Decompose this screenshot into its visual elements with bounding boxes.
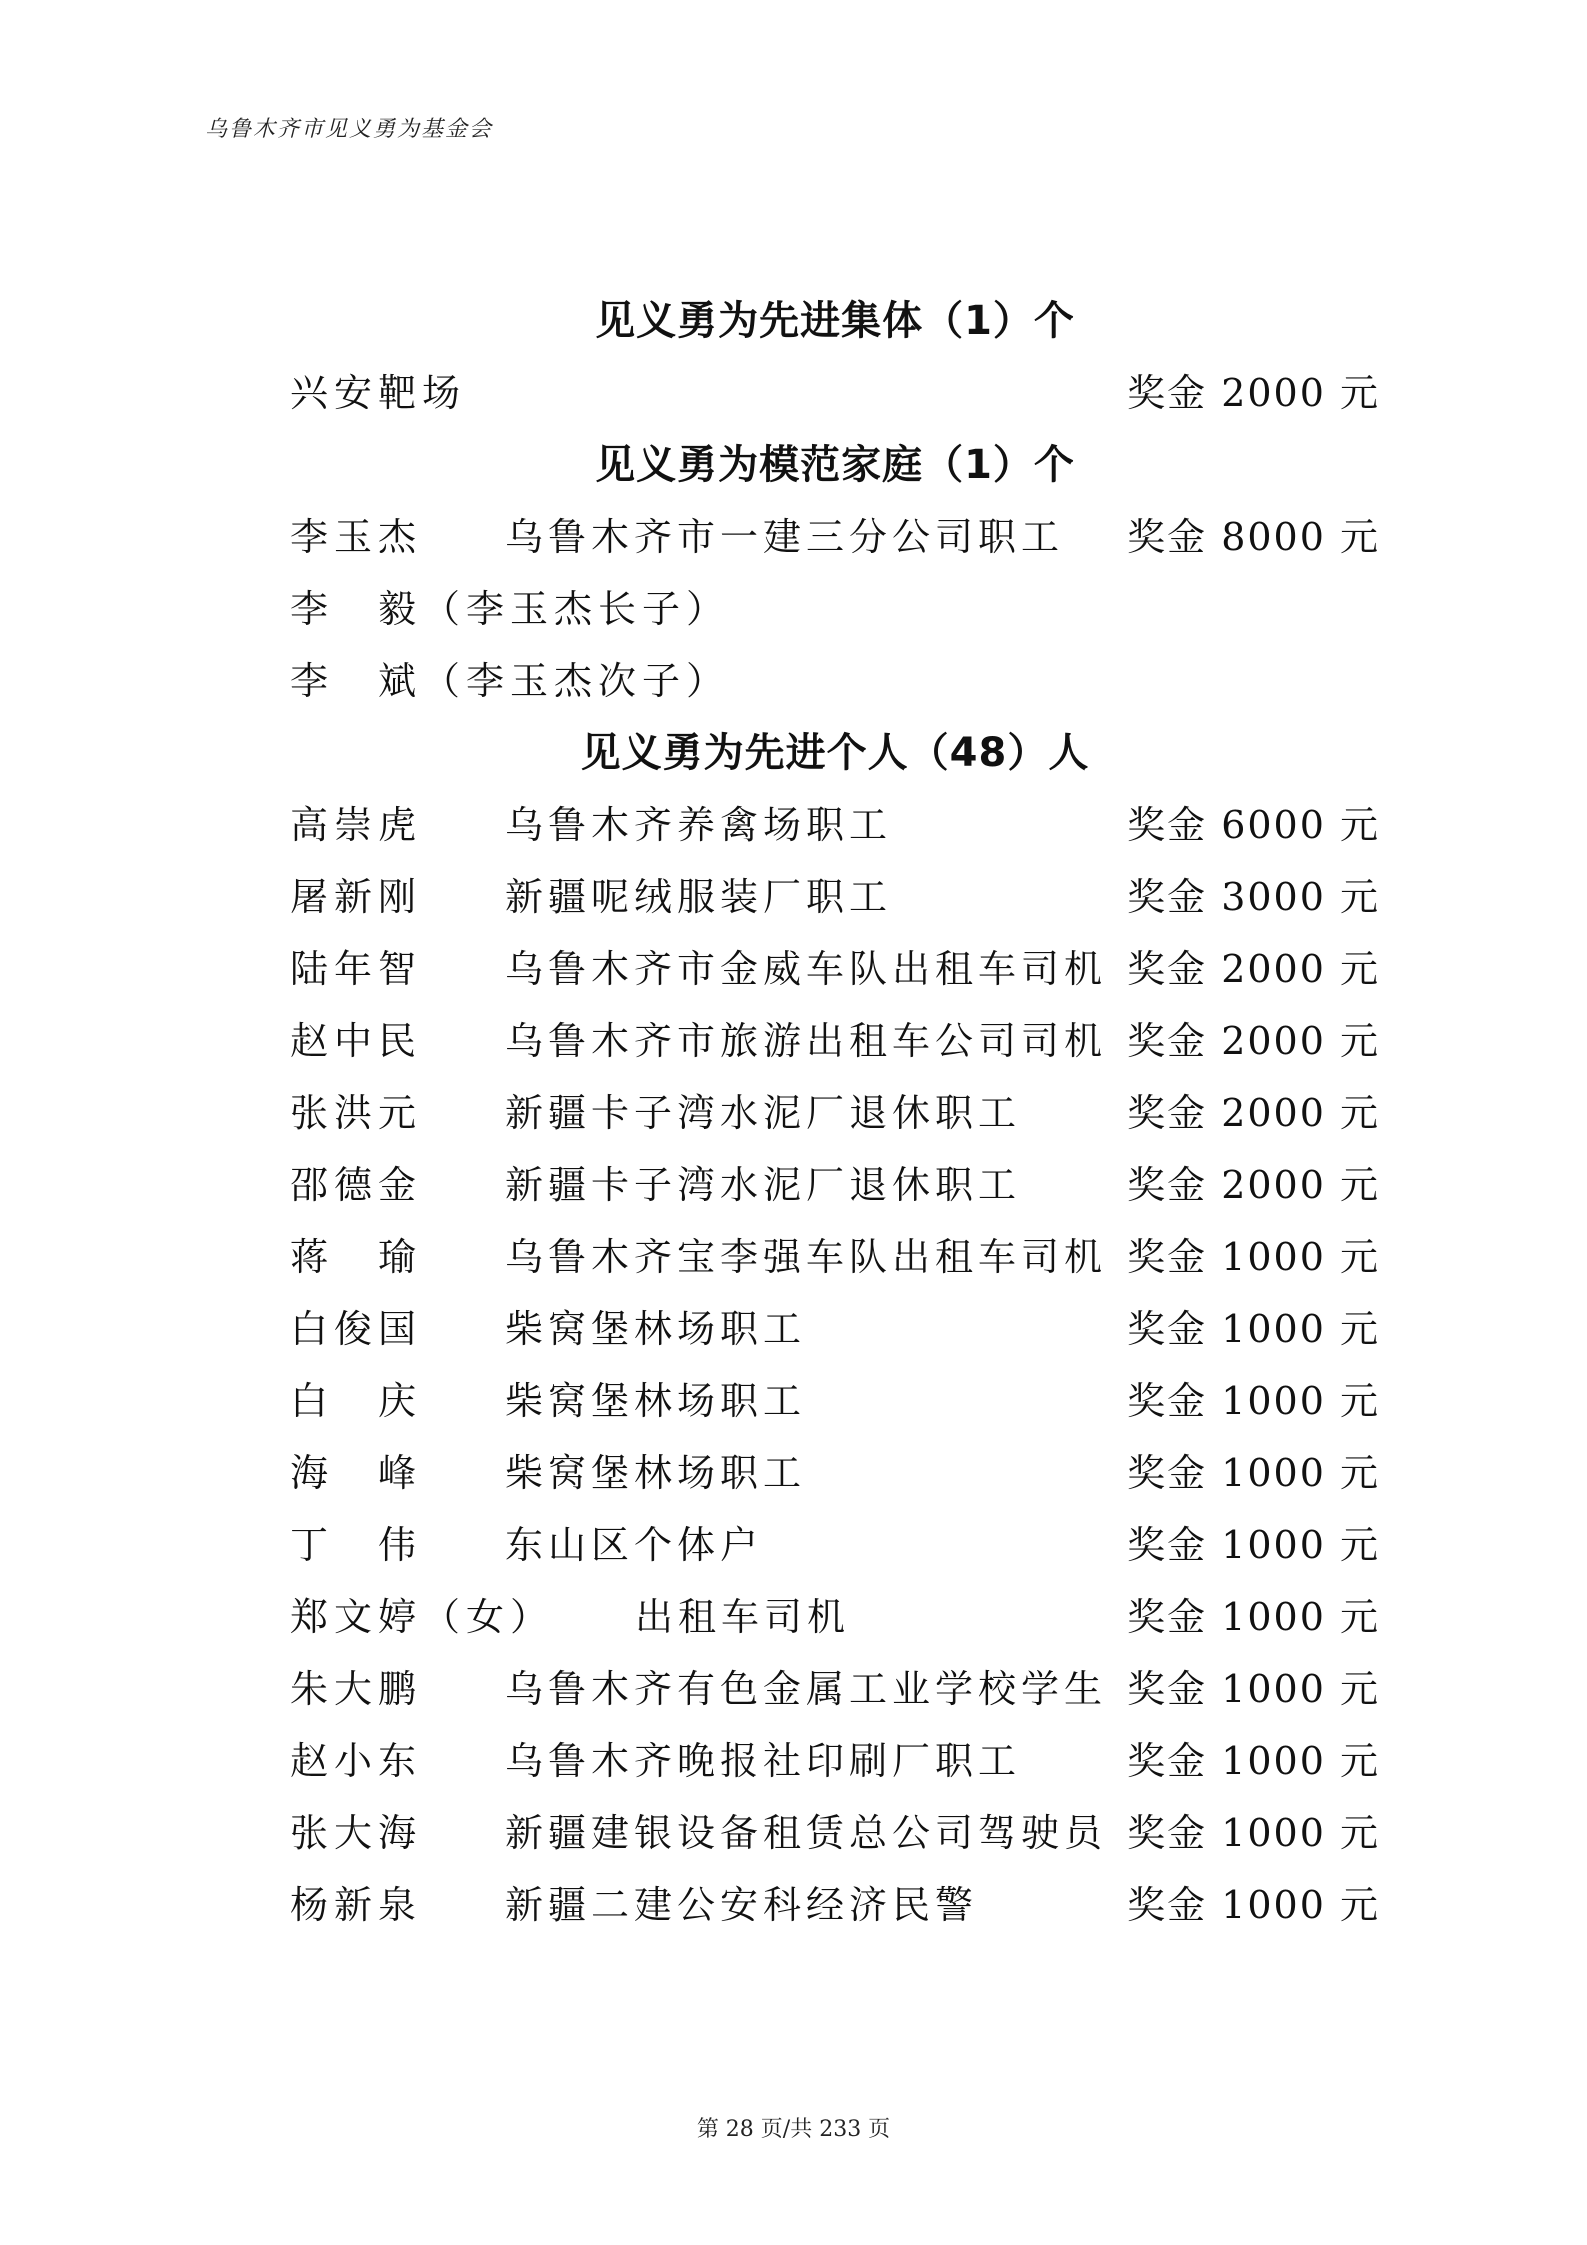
page-header: 乌鲁木齐市见义勇为基金会	[205, 117, 494, 142]
recipient-name: 兴安靶场	[290, 371, 467, 415]
award-amount: 奖金 1000 元	[1127, 1811, 1380, 1855]
recipient-org: 乌鲁木齐市一建三分公司职工	[505, 515, 1065, 559]
recipient-org: 柴窝堡林场职工	[505, 1307, 807, 1351]
recipient-name: 邵德金	[290, 1163, 423, 1207]
list-item	[290, 1797, 1380, 1869]
section-title-collective: 见义勇为先进集体（1）个	[595, 298, 1075, 344]
list-item	[290, 1725, 1380, 1797]
section-title-family: 见义勇为模范家庭（1）个	[595, 442, 1075, 488]
recipient-name: 张大海	[290, 1811, 423, 1855]
list-item	[290, 789, 1380, 861]
list-item	[290, 1149, 1380, 1221]
award-amount: 奖金 1000 元	[1127, 1595, 1380, 1639]
award-amount: 奖金 2000 元	[1127, 947, 1380, 991]
list-item	[290, 1293, 1380, 1365]
award-amount: 奖金 1000 元	[1127, 1235, 1380, 1279]
list-item	[290, 1653, 1380, 1725]
recipient-name: 白俊国	[290, 1307, 423, 1351]
list-item	[290, 357, 1380, 429]
recipient-name: 李 斌（李玉杰次子）	[290, 659, 731, 703]
list-item	[290, 1869, 1380, 1941]
recipient-name: 蒋 瑜	[290, 1235, 423, 1279]
recipient-name: 高崇虎	[290, 803, 423, 847]
recipient-org: 乌鲁木齐宝李强车队出租车司机	[505, 1235, 1108, 1279]
recipient-org: 乌鲁木齐市金威车队出租车司机	[505, 947, 1108, 991]
list-item	[290, 1077, 1380, 1149]
recipient-org: 乌鲁木齐市旅游出租车公司司机	[505, 1019, 1108, 1063]
page-number: 第 28 页/共 233 页	[696, 2117, 891, 2142]
award-list	[290, 285, 1380, 1941]
recipient-name: 杨新泉	[290, 1883, 423, 1927]
recipient-org: 新疆卡子湾水泥厂退休职工	[505, 1091, 1022, 1135]
recipient-name: 海 峰	[290, 1451, 423, 1495]
award-amount: 奖金 1000 元	[1127, 1883, 1380, 1927]
recipient-name: 屠新刚	[290, 875, 423, 919]
award-amount: 奖金 3000 元	[1127, 875, 1380, 919]
award-amount: 奖金 1000 元	[1127, 1451, 1380, 1495]
recipient-org: 柴窝堡林场职工	[505, 1451, 807, 1495]
recipient-org: 东山区个体户	[505, 1523, 764, 1567]
award-amount: 奖金 1000 元	[1127, 1667, 1380, 1711]
recipient-org: 新疆呢绒服装厂职工	[505, 875, 893, 919]
recipient-org: 乌鲁木齐养禽场职工	[505, 803, 893, 847]
award-amount: 奖金 6000 元	[1127, 803, 1380, 847]
list-item	[290, 861, 1380, 933]
list-item	[290, 573, 1380, 645]
award-amount: 奖金 1000 元	[1127, 1379, 1380, 1423]
recipient-name: 朱大鹏	[290, 1667, 423, 1711]
recipient-org: 乌鲁木齐有色金属工业学校学生	[505, 1667, 1108, 1711]
list-item	[290, 1365, 1380, 1437]
recipient-org: 乌鲁木齐晚报社印刷厂职工	[505, 1739, 1022, 1783]
recipient-org: 柴窝堡林场职工	[505, 1379, 807, 1423]
list-item	[290, 1005, 1380, 1077]
award-amount: 奖金 2000 元	[1127, 1019, 1380, 1063]
list-item	[290, 1509, 1380, 1581]
recipient-name: 张洪元	[290, 1091, 423, 1135]
award-amount: 奖金 2000 元	[1127, 1163, 1380, 1207]
recipient-org: 新疆卡子湾水泥厂退休职工	[505, 1163, 1022, 1207]
recipient-org: 新疆建银设备租赁总公司驾驶员	[505, 1811, 1108, 1855]
list-item	[290, 1221, 1380, 1293]
recipient-org: 新疆二建公安科经济民警	[505, 1883, 979, 1927]
award-amount: 奖金 8000 元	[1127, 515, 1380, 559]
recipient-name: 陆年智	[290, 947, 423, 991]
recipient-name: 赵中民	[290, 1019, 423, 1063]
award-amount: 奖金 1000 元	[1127, 1307, 1380, 1351]
award-amount: 奖金 1000 元	[1127, 1523, 1380, 1567]
recipient-org: 出租车司机	[635, 1595, 851, 1639]
section-title-individuals: 见义勇为先进个人（48）人	[580, 730, 1090, 776]
award-amount: 奖金 2000 元	[1127, 1091, 1380, 1135]
list-item	[290, 501, 1380, 573]
recipient-name: 郑文婷（女）	[290, 1595, 555, 1639]
list-item	[290, 1437, 1380, 1509]
award-amount: 奖金 2000 元	[1127, 371, 1380, 415]
list-item	[290, 645, 1380, 717]
recipient-name: 李 毅（李玉杰长子）	[290, 587, 731, 631]
recipient-name: 李玉杰	[290, 515, 423, 559]
recipient-name: 丁 伟	[290, 1523, 423, 1567]
list-item	[290, 933, 1380, 1005]
award-amount: 奖金 1000 元	[1127, 1739, 1380, 1783]
list-item	[290, 1581, 1380, 1653]
recipient-name: 白 庆	[290, 1379, 423, 1423]
recipient-name: 赵小东	[290, 1739, 423, 1783]
